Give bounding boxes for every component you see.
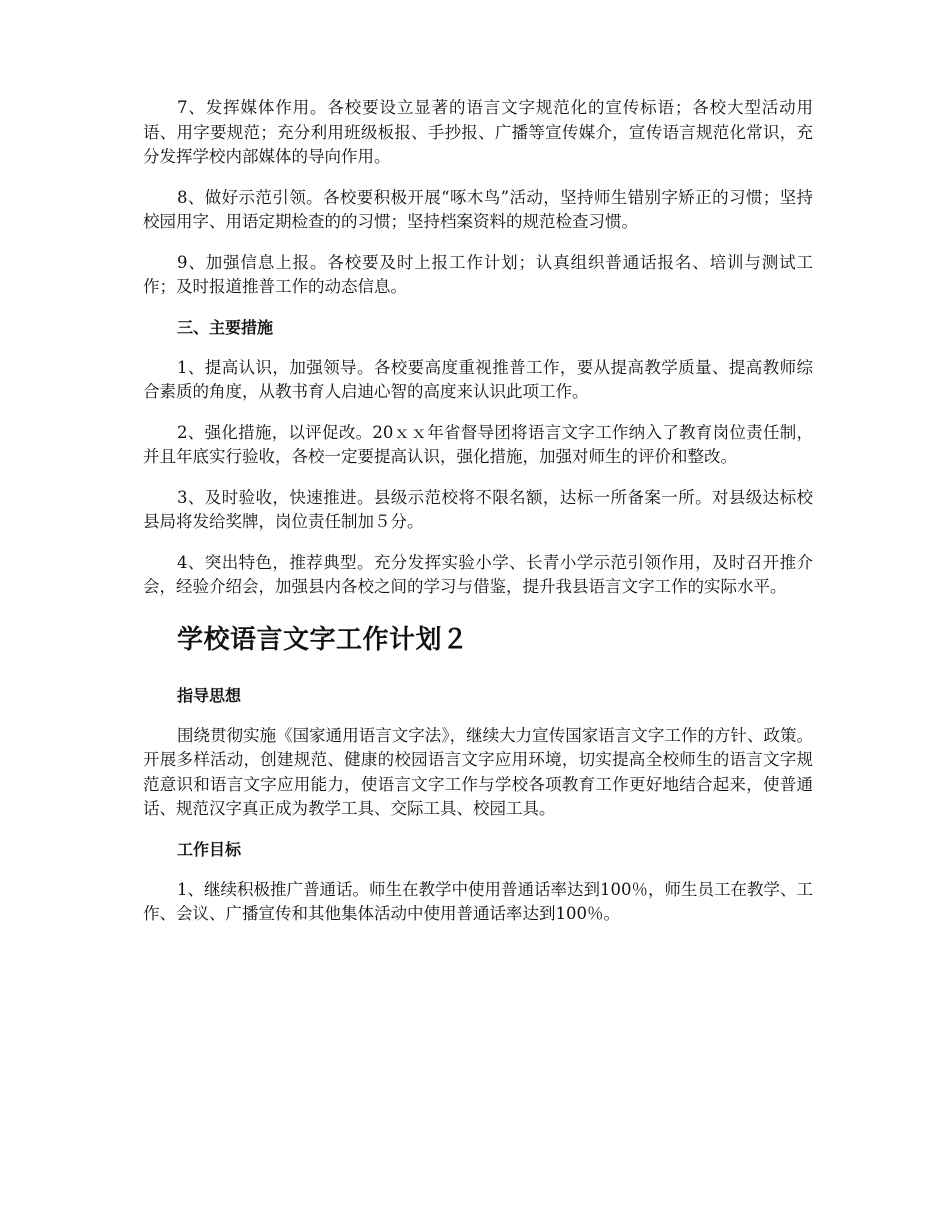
goal-item-1: 1、继续积极推广普通话。师生在教学中使用普通话率达到100％，师生员工在教学、工作、会议、广播宣传和其他集体活动中使用普通话率达到100％。 — [143, 879, 813, 923]
measure-item-2: 2、强化措施，以评促改。20ｘｘ年省督导团将语言文字工作纳入了教育岗位责任制，并且年底实行验收，各校一定要提高认识，强化措施，加强对师生的评价和整改。 — [143, 422, 813, 466]
measure-item-3: 3、及时验收，快速推进。县级示范校将不限名额，达标一所备案一所。对县级达标校县局将发给奖牌，岗位责任制加５分。 — [143, 487, 813, 531]
paragraph-item-7: 7、发挥媒体作用。各校要设立显著的语言文字规范化的宣传标语；各校大型活动用语、用字要规范；充分利用班级板报、手抄报、广播等宣传媒介，宣传语言规范化常识，充分发挥学校内部媒体的导向作用。 — [143, 98, 813, 166]
goals-heading: 工作目标 — [177, 839, 242, 859]
guiding-heading: 指导思想 — [177, 685, 242, 705]
measure-item-1: 1、提高认识，加强领导。各校要高度重视推普工作，要从提高教学质量、提高教师综合素质的角度，从教书育人启迪心智的高度来认识此项工作。 — [143, 357, 813, 401]
measures-heading: 三、主要措施 — [177, 317, 274, 337]
guiding-paragraph: 围绕贯彻实施《国家通用语言文字法》，继续大力宣传国家语言文字工作的方针、政策。开展多样活动，创建规范、健康的校园语言文字应用环境，切实提高全校师生的语言文字规范意识和语言文字应用能力，使语言文字工作与学校各项教育工作更好地结合起来，使普通话、规范汉字真正成为教学工具、交际工具、校园工具。 — [143, 725, 813, 818]
measure-item-4: 4、突出特色，推荐典型。充分发挥实验小学、长青小学示范引领作用，及时召开推介会，经验介绍会，加强县内各校之间的学习与借鉴，提升我县语言文字工作的实际水平。 — [143, 552, 813, 596]
section-title: 学校语言文字工作计划２ — [177, 624, 469, 655]
paragraph-item-8: 8、做好示范引领。各校要积极开展“啄木鸟”活动，坚持师生错别字矫正的习惯；坚持校园用字、用语定期检查的的习惯；坚持档案资料的规范检查习惯。 — [143, 187, 813, 231]
paragraph-item-9: 9、加强信息上报。各校要及时上报工作计划；认真组织普通话报名、培训与测试工作；及时报道推普工作的动态信息。 — [143, 252, 813, 296]
document-page — [143, 96, 813, 943]
